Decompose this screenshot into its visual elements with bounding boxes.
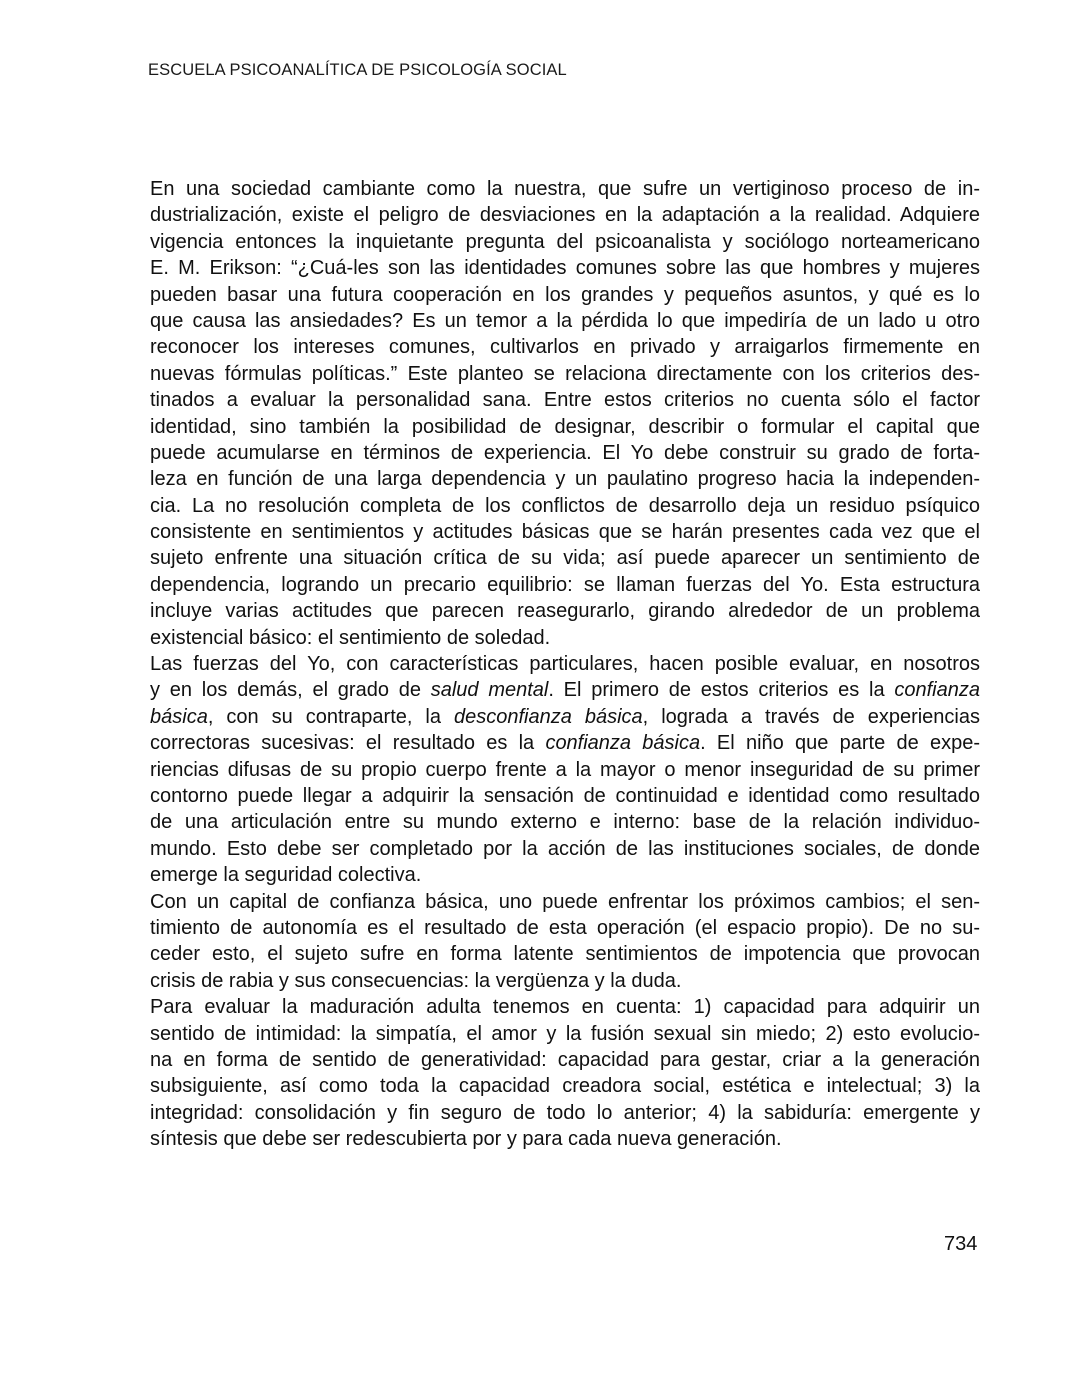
text-segment: , con su contraparte, la: [207, 705, 454, 728]
text-segment: Las fuerzas del Yo, con características particulares, hacen posible evaluar, en nosotros: [150, 653, 980, 676]
text-line: [150, 625, 980, 651]
text-segment: timiento de autonomía es el resultado de esta operación (el espacio propio). De no su-: [150, 916, 980, 939]
text-line: [150, 361, 980, 387]
text-segment: En una sociedad cambiante como la nuestra, que sufre un vertiginoso proceso de in-: [150, 178, 980, 200]
text-line: [150, 255, 980, 281]
text-segment: que causa las ansiedades? Es un temor a la pérdida lo que impediría de un lado u otro: [150, 309, 980, 332]
text-segment: crisis de rabia y sus consecuencias: la vergüenza y la duda.: [150, 969, 682, 992]
text-segment: Para evaluar la maduración adulta tenemos en cuenta: 1) capacidad para adquirir un: [150, 996, 980, 1019]
text-line: [150, 598, 980, 624]
text-segment: na en forma de sentido de generatividad: capacidad para gestar, criar a la generación: [150, 1048, 980, 1071]
text-line: [150, 994, 980, 1020]
paragraph: [150, 176, 980, 651]
text-segment: síntesis que debe ser redescubierta por y para cada nueva generación.: [150, 1128, 782, 1151]
text-line: [150, 229, 980, 255]
text-line: [150, 651, 980, 677]
text-segment: mundo. Esto debe ser completado por la acción de las instituciones sociales, de donde: [150, 837, 980, 860]
italic-term: básica: [150, 705, 208, 728]
text-line: [150, 677, 980, 703]
italic-term: confianza: [894, 679, 980, 702]
text-segment: sentido de intimidad: la simpatía, el amor y la fusión sexual sin miedo; 2) esto evolucio-: [150, 1022, 980, 1045]
paragraph: [150, 994, 980, 1152]
text-segment: incluye varias actitudes que parecen reasegurarlo, girando alrededor de un problema: [150, 600, 980, 623]
text-line: [150, 440, 980, 466]
text-segment: correctoras sucesivas: el resultado es la: [150, 732, 546, 755]
text-line: [150, 308, 980, 334]
text-segment: cia. La no resolución completa de los conflictos de desarrollo deja un residuo psíquico: [150, 494, 980, 517]
text-line: [150, 757, 980, 783]
paragraph: [150, 889, 980, 995]
text-line: [150, 730, 980, 756]
text-segment: Con un capital de confianza básica, uno puede enfrentar los próximos cambios; el sen-: [150, 890, 980, 913]
text-segment: sujeto enfrente una situación crítica de su vida; así puede aparecer un sentimiento de: [150, 547, 980, 570]
text-line: [150, 282, 980, 308]
text-segment: integridad: consolidación y fin seguro de todo lo anterior; 4) la sabiduría: emergente y: [150, 1101, 980, 1124]
page-number: 734: [944, 1233, 978, 1255]
text-segment: vigencia entonces la inquietante pregunta del psicoanalista y sociólogo norteamericano: [150, 230, 980, 253]
italic-term: desconfianza básica: [453, 705, 643, 728]
text-line: [150, 941, 980, 967]
text-segment: leza en función de una larga dependencia y un paulatino progreso hacia la independen-: [150, 468, 980, 491]
text-segment: , lograda a través de experiencias: [642, 705, 980, 728]
paragraph: [150, 651, 980, 889]
italic-term: confianza básica: [545, 732, 701, 755]
text-segment: existencial básico: el sentimiento de soledad.: [150, 626, 551, 649]
text-line: [150, 572, 980, 598]
text-line: [150, 889, 980, 915]
text-line: [150, 968, 980, 994]
text-segment: consistente en sentimientos y actitudes básicas que se harán presentes cada vez que el: [150, 521, 980, 544]
text-segment: E. M. Erikson: “¿Cuá-les son las identidades comunes sobre las que hombres y mujeres: [150, 257, 980, 280]
text-segment: nuevas fórmulas políticas.” Este planteo se relaciona directamente con los criterios des-: [150, 362, 980, 385]
text-segment: tinados a evaluar la personalidad sana. Entre estos criterios no cuenta sólo el factor: [150, 389, 980, 412]
text-line: [150, 836, 980, 862]
text-segment: reconocer los intereses comunes, cultivarlos en privado y arraigarlos firmemente en: [150, 336, 980, 359]
text-segment: dependencia, logrando un precario equilibrio: se llaman fuerzas del Yo. Esta estructura: [150, 573, 980, 596]
text-segment: . El niño que parte de expe-: [700, 732, 981, 755]
text-segment: emerge la seguridad colectiva.: [150, 864, 422, 887]
text-line: [150, 704, 980, 730]
text-segment: identidad, sino también la posibilidad de designar, describir o formular el capital que: [150, 415, 980, 438]
text-segment: pueden basar una futura cooperación en los grandes y pequeños asuntos, y qué es lo: [150, 283, 980, 306]
text-line: [150, 202, 980, 228]
text-line: [150, 387, 980, 413]
text-line: [150, 1021, 980, 1047]
text-line: [150, 1126, 980, 1152]
text-line: [150, 493, 980, 519]
text-segment: puede acumularse en términos de experiencia. El Yo debe construir su grado de forta-: [150, 441, 980, 464]
text-line: [150, 466, 980, 492]
text-segment: subsiguiente, así como toda la capacidad creadora social, estética e intelectual; 3) la: [150, 1075, 980, 1098]
running-header: ESCUELA PSICOANALÍTICA DE PSICOLOGÍA SOCIAL: [148, 61, 567, 79]
text-line: [150, 414, 980, 440]
text-line: [150, 334, 980, 360]
text-segment: de una articulación entre su mundo externo e interno: base de la relación individuo-: [150, 811, 980, 834]
italic-term: salud mental: [430, 679, 549, 702]
text-line: [150, 1047, 980, 1073]
text-line: [150, 519, 980, 545]
text-line: [150, 545, 980, 571]
text-segment: ceder esto, el sujeto sufre en forma latente sentimientos de impotencia que provocan: [150, 943, 980, 966]
body-text: [150, 176, 980, 1152]
text-segment: y en los demás, el grado de: [150, 679, 431, 702]
text-line: [150, 783, 980, 809]
text-segment: contorno puede llegar a adquirir la sensación de continuidad e identidad como resultado: [150, 784, 980, 807]
text-line: [150, 1100, 980, 1126]
text-line: [150, 176, 980, 202]
text-line: [150, 915, 980, 941]
text-line: [150, 1073, 980, 1099]
text-segment: riencias difusas de su propio cuerpo frente a la mayor o menor inseguridad de su primer: [150, 758, 980, 781]
text-segment: . El primero de estos criterios es la: [548, 679, 895, 702]
text-segment: dustrialización, existe el peligro de desviaciones en la adaptación a la realidad. Adquiere: [150, 204, 980, 227]
text-line: [150, 809, 980, 835]
text-line: [150, 862, 980, 888]
